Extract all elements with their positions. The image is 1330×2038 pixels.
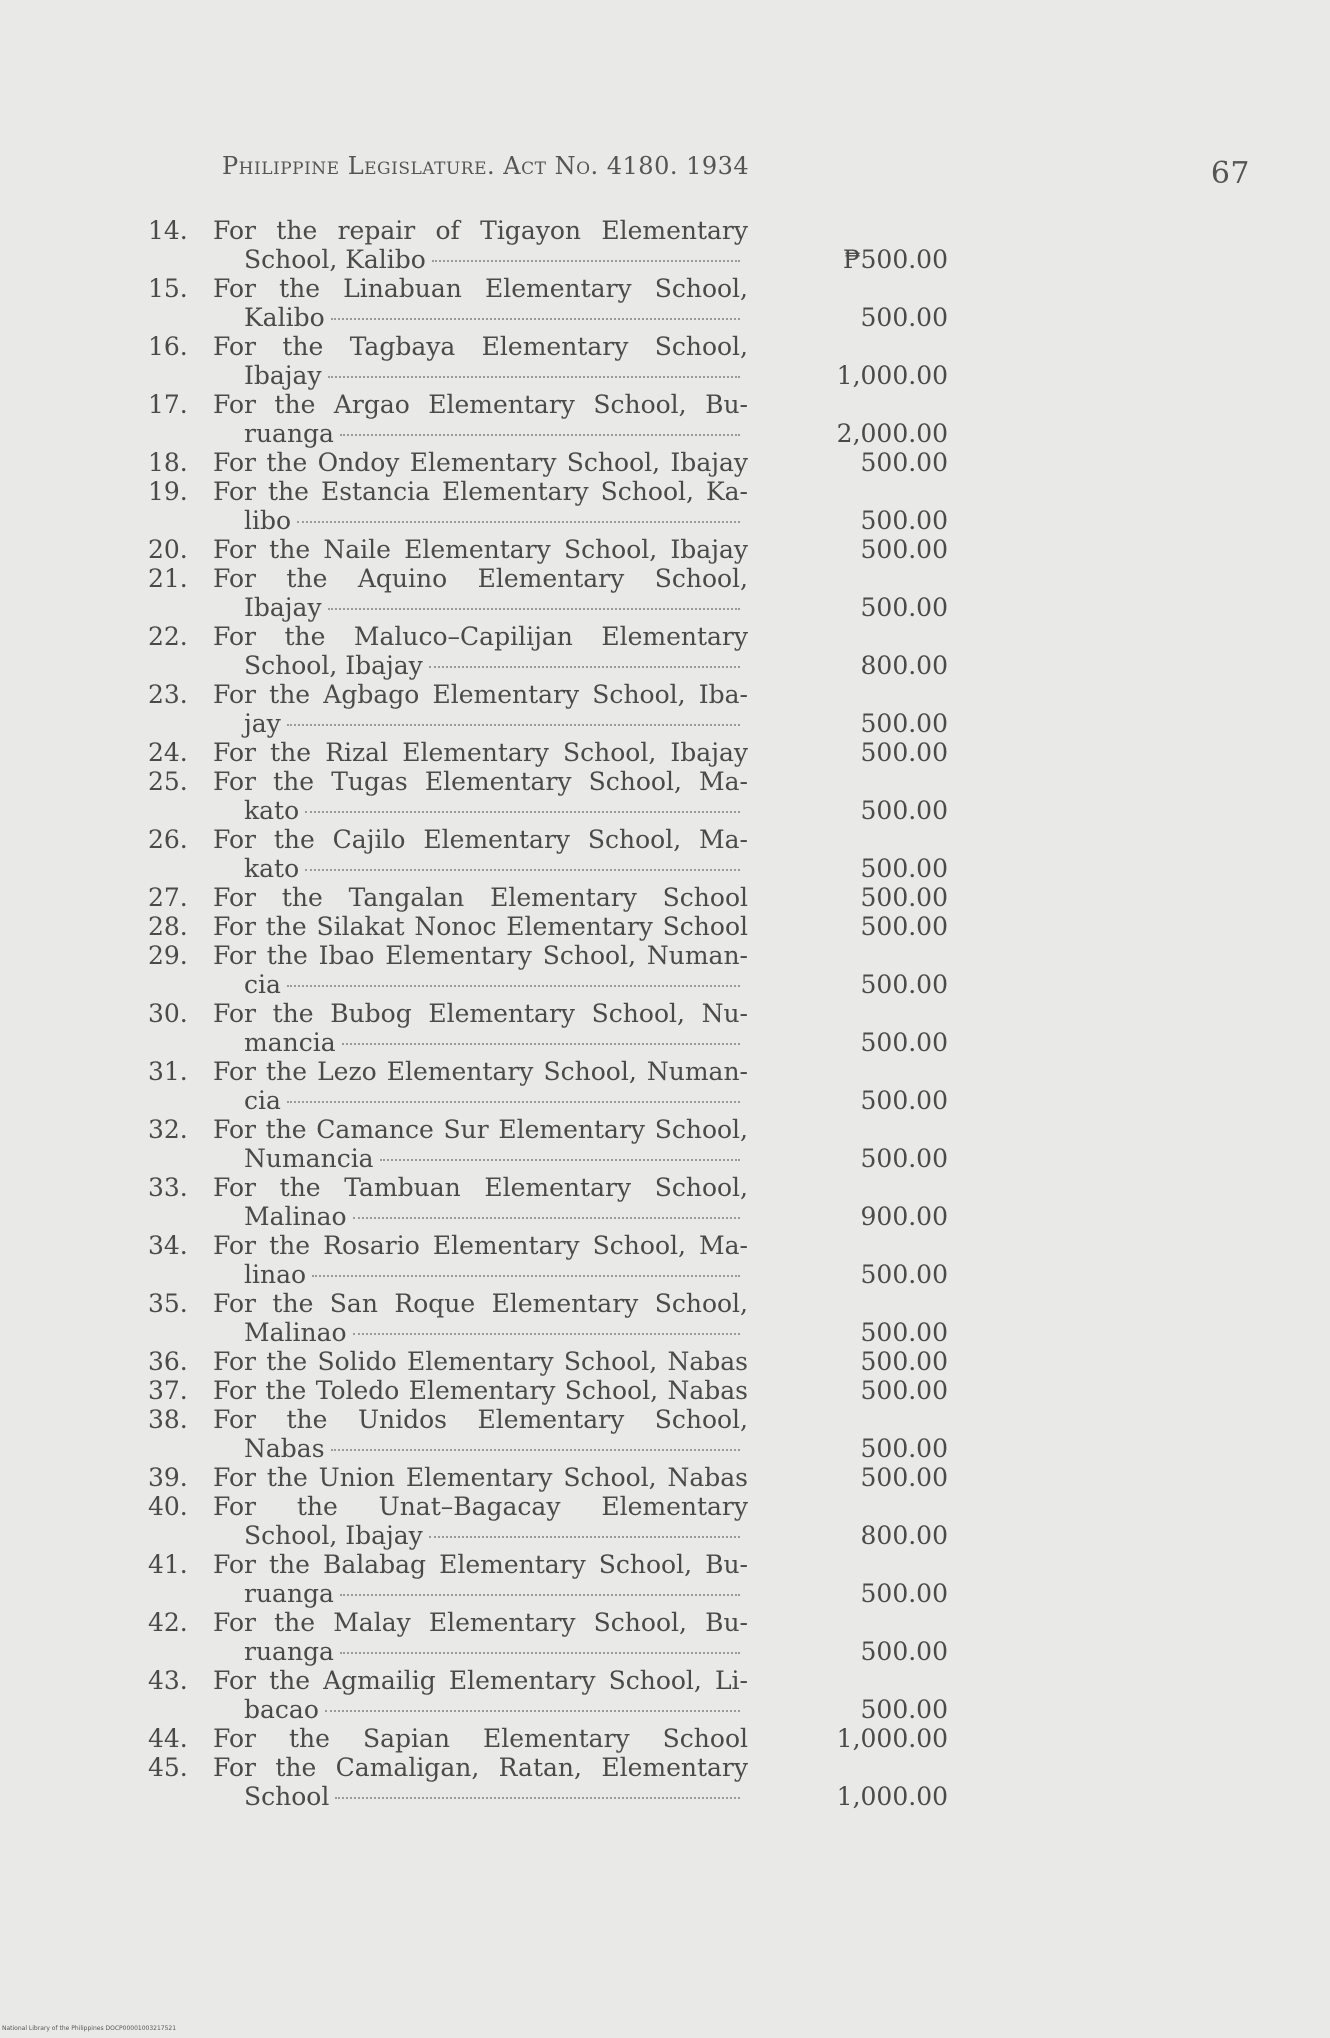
item-text: linao <box>244 1260 307 1289</box>
item-number: 20. <box>148 535 188 564</box>
item-number: 26. <box>148 825 188 854</box>
item-text: For the Camaligan, Ratan, Elementary <box>213 1753 748 1782</box>
item-text-line <box>148 535 748 564</box>
item-text-line <box>148 738 748 767</box>
item-number: 35. <box>148 1289 188 1318</box>
dot-leader <box>325 1710 740 1712</box>
item-text: For the Maluco–Capilijan Elementary <box>213 622 748 651</box>
list-item <box>148 680 948 738</box>
dot-leader <box>287 985 740 987</box>
item-number: 45. <box>148 1753 188 1782</box>
list-item <box>148 1666 948 1724</box>
item-text: cia <box>244 1086 281 1115</box>
item-amount: 500.00 <box>860 1463 948 1492</box>
item-text-line <box>148 1753 748 1782</box>
dot-leader <box>340 1652 740 1654</box>
item-number: 21. <box>148 564 188 593</box>
item-number: 28. <box>148 912 188 941</box>
item-text-line <box>148 1347 748 1376</box>
item-text-line <box>148 274 748 303</box>
dot-leader <box>353 1333 740 1335</box>
item-text: For the Tugas Elementary School, Ma- <box>213 767 748 796</box>
list-item <box>148 1492 948 1550</box>
dot-leader <box>328 376 740 378</box>
item-text-line <box>148 564 748 593</box>
item-amount: ₱500.00 <box>842 245 948 274</box>
list-item <box>148 1115 948 1173</box>
item-number: 31. <box>148 1057 188 1086</box>
item-text-line <box>148 390 748 419</box>
list-item <box>148 1057 948 1115</box>
list-item <box>148 1173 948 1231</box>
item-text: ruanga <box>244 1637 334 1666</box>
item-number: 15. <box>148 274 188 303</box>
item-text-line <box>148 1086 748 1115</box>
item-text-line <box>148 999 748 1028</box>
item-text-line <box>148 1260 748 1289</box>
item-text-line <box>148 593 748 622</box>
item-text: For the Linabuan Elementary School, <box>213 274 748 303</box>
item-text: For the Silakat Nonoc Elementary School <box>213 912 748 941</box>
item-amount: 500.00 <box>860 1144 948 1173</box>
dot-leader <box>353 1217 740 1219</box>
item-text: For the Tangalan Elementary School <box>213 883 748 912</box>
item-number: 43. <box>148 1666 188 1695</box>
item-text: School, Ibajay <box>244 1521 423 1550</box>
item-text-line <box>148 1057 748 1086</box>
dot-leader <box>380 1159 740 1161</box>
item-text: School, Kalibo <box>244 245 426 274</box>
list-item <box>148 1405 948 1463</box>
item-text-line <box>148 912 748 941</box>
item-text: For the Union Elementary School, Nabas <box>213 1463 748 1492</box>
item-text-line <box>148 1376 748 1405</box>
list-item <box>148 767 948 825</box>
item-number: 30. <box>148 999 188 1028</box>
item-text: For the Rosario Elementary School, Ma- <box>213 1231 748 1260</box>
list-item <box>148 1753 948 1811</box>
list-item <box>148 941 948 999</box>
item-amount: 500.00 <box>860 1260 948 1289</box>
item-text: Numancia <box>244 1144 374 1173</box>
item-text: ruanga <box>244 1579 334 1608</box>
running-title: Philippine Legislature. Act No. 4180. 1934 <box>222 152 750 180</box>
item-text: For the Balabag Elementary School, Bu- <box>213 1550 748 1579</box>
item-number: 36. <box>148 1347 188 1376</box>
item-text-line <box>148 245 748 274</box>
item-text-line <box>148 767 748 796</box>
list-item <box>148 738 948 767</box>
item-text-line <box>148 680 748 709</box>
dot-leader <box>297 521 740 523</box>
dot-leader <box>287 724 740 726</box>
item-amount: 500.00 <box>860 854 948 883</box>
item-amount: 500.00 <box>860 448 948 477</box>
list-item <box>148 883 948 912</box>
list-item <box>148 999 948 1057</box>
item-text: ruanga <box>244 419 334 448</box>
item-text-line <box>148 1202 748 1231</box>
item-number: 42. <box>148 1608 188 1637</box>
item-number: 17. <box>148 390 188 419</box>
item-amount: 500.00 <box>860 506 948 535</box>
item-text: Malinao <box>244 1318 347 1347</box>
item-number: 14. <box>148 216 188 245</box>
item-text: School <box>244 1782 330 1811</box>
list-item <box>148 1289 948 1347</box>
item-text: For the Unat–Bagacay Elementary <box>213 1492 748 1521</box>
dot-leader <box>429 1536 740 1538</box>
item-text-line <box>148 1782 748 1811</box>
appropriation-list <box>148 216 948 1811</box>
item-text: For the repair of Tigayon Elementary <box>213 216 748 245</box>
dot-leader <box>340 1594 740 1596</box>
list-item <box>148 1724 948 1753</box>
item-text-line <box>148 1579 748 1608</box>
item-amount: 500.00 <box>860 1637 948 1666</box>
item-amount: 500.00 <box>860 709 948 738</box>
dot-leader <box>335 1797 740 1799</box>
item-text: cia <box>244 970 281 999</box>
list-item <box>148 216 948 274</box>
item-text-line <box>148 796 748 825</box>
dot-leader <box>340 434 740 436</box>
item-text: For the Camance Sur Elementary School, <box>213 1115 748 1144</box>
item-number: 39. <box>148 1463 188 1492</box>
item-amount: 500.00 <box>860 1086 948 1115</box>
item-number: 40. <box>148 1492 188 1521</box>
dot-leader <box>429 666 740 668</box>
item-amount: 1,000.00 <box>836 1724 948 1753</box>
item-text-line <box>148 1231 748 1260</box>
list-item <box>148 1376 948 1405</box>
item-number: 18. <box>148 448 188 477</box>
item-text-line <box>148 1318 748 1347</box>
list-item <box>148 1231 948 1289</box>
item-amount: 500.00 <box>860 1318 948 1347</box>
item-text-line <box>148 1724 748 1753</box>
item-number: 22. <box>148 622 188 651</box>
list-item <box>148 1550 948 1608</box>
item-text: For the Estancia Elementary School, Ka- <box>213 477 748 506</box>
item-number: 16. <box>148 332 188 361</box>
item-number: 19. <box>148 477 188 506</box>
item-text: For the Toledo Elementary School, Nabas <box>213 1376 748 1405</box>
item-text: For the Aquino Elementary School, <box>213 564 748 593</box>
list-item <box>148 390 948 448</box>
item-text-line <box>148 1028 748 1057</box>
item-amount: 500.00 <box>860 1695 948 1724</box>
item-number: 27. <box>148 883 188 912</box>
item-text: kato <box>244 854 300 883</box>
item-text: For the Cajilo Elementary School, Ma- <box>213 825 748 854</box>
item-amount: 500.00 <box>860 1434 948 1463</box>
item-number: 32. <box>148 1115 188 1144</box>
item-number: 34. <box>148 1231 188 1260</box>
item-number: 44. <box>148 1724 188 1753</box>
item-text-line <box>148 1144 748 1173</box>
item-text-line <box>148 1666 748 1695</box>
scan-credit: National Library of the Philippines DOCP00001003217521 <box>2 2025 177 2032</box>
list-item <box>148 477 948 535</box>
list-item <box>148 825 948 883</box>
dot-leader <box>305 869 740 871</box>
list-item <box>148 535 948 564</box>
item-text-line <box>148 1550 748 1579</box>
dot-leader <box>432 260 740 262</box>
dot-leader <box>331 1449 740 1451</box>
item-amount: 500.00 <box>860 970 948 999</box>
item-text-line <box>148 1492 748 1521</box>
item-text-line <box>148 506 748 535</box>
item-text-line <box>148 303 748 332</box>
item-text: For the Unidos Elementary School, <box>213 1405 748 1434</box>
item-text-line <box>148 1695 748 1724</box>
item-text-line <box>148 1115 748 1144</box>
item-amount: 500.00 <box>860 1028 948 1057</box>
item-text-line <box>148 709 748 738</box>
item-number: 38. <box>148 1405 188 1434</box>
item-text: For the Lezo Elementary School, Numan- <box>213 1057 748 1086</box>
list-item <box>148 1463 948 1492</box>
item-text-line <box>148 216 748 245</box>
item-amount: 1,000.00 <box>836 361 948 390</box>
item-text-line <box>148 1173 748 1202</box>
item-text: Kalibo <box>244 303 325 332</box>
item-amount: 500.00 <box>860 796 948 825</box>
item-text: jay <box>244 709 281 738</box>
item-text: For the Tagbaya Elementary School, <box>213 332 748 361</box>
item-text: kato <box>244 796 300 825</box>
item-text: For the Tambuan Elementary School, <box>213 1173 748 1202</box>
item-text-line <box>148 448 748 477</box>
item-amount: 500.00 <box>860 1376 948 1405</box>
item-text-line <box>148 825 748 854</box>
item-text-line <box>148 1405 748 1434</box>
item-number: 33. <box>148 1173 188 1202</box>
item-amount: 800.00 <box>860 1521 948 1550</box>
item-text: For the Ondoy Elementary School, Ibajay <box>213 448 748 477</box>
page-number: 67 <box>1210 156 1250 191</box>
item-text: For the Malay Elementary School, Bu- <box>213 1608 748 1637</box>
item-number: 37. <box>148 1376 188 1405</box>
item-text: Malinao <box>244 1202 347 1231</box>
dot-leader <box>305 811 740 813</box>
item-text-line <box>148 1608 748 1637</box>
item-text-line <box>148 332 748 361</box>
item-text-line <box>148 1637 748 1666</box>
item-text: For the Bubog Elementary School, Nu- <box>213 999 748 1028</box>
item-text-line <box>148 651 748 680</box>
item-text-line <box>148 622 748 651</box>
item-number: 23. <box>148 680 188 709</box>
item-text: For the Ibao Elementary School, Numan- <box>213 941 748 970</box>
item-text-line <box>148 1521 748 1550</box>
item-amount: 500.00 <box>860 535 948 564</box>
item-amount: 1,000.00 <box>836 1782 948 1811</box>
item-amount: 500.00 <box>860 883 948 912</box>
item-amount: 500.00 <box>860 738 948 767</box>
list-item <box>148 1608 948 1666</box>
dot-leader <box>312 1275 740 1277</box>
item-number: 41. <box>148 1550 188 1579</box>
list-item <box>148 274 948 332</box>
item-text-line <box>148 1463 748 1492</box>
dot-leader <box>342 1043 740 1045</box>
item-number: 24. <box>148 738 188 767</box>
item-amount: 900.00 <box>860 1202 948 1231</box>
item-amount: 500.00 <box>860 1579 948 1608</box>
item-text: For the San Roque Elementary School, <box>213 1289 748 1318</box>
list-item <box>148 912 948 941</box>
item-amount: 500.00 <box>860 912 948 941</box>
item-number: 29. <box>148 941 188 970</box>
item-text: Ibajay <box>244 361 322 390</box>
item-text-line <box>148 854 748 883</box>
list-item <box>148 622 948 680</box>
list-item <box>148 448 948 477</box>
item-text: libo <box>244 506 292 535</box>
item-text: Nabas <box>244 1434 325 1463</box>
item-text-line <box>148 361 748 390</box>
item-text: For the Solido Elementary School, Nabas <box>213 1347 748 1376</box>
item-text-line <box>148 970 748 999</box>
item-amount: 500.00 <box>860 303 948 332</box>
item-text: For the Agmailig Elementary School, Li- <box>213 1666 748 1695</box>
item-text: mancia <box>244 1028 336 1057</box>
item-text: For the Argao Elementary School, Bu- <box>213 390 748 419</box>
item-text: For the Sapian Elementary School <box>213 1724 748 1753</box>
list-item <box>148 332 948 390</box>
item-text-line <box>148 419 748 448</box>
item-text: Ibajay <box>244 593 322 622</box>
item-amount: 500.00 <box>860 593 948 622</box>
item-text-line <box>148 941 748 970</box>
item-number: 25. <box>148 767 188 796</box>
item-amount: 800.00 <box>860 651 948 680</box>
item-amount: 2,000.00 <box>836 419 948 448</box>
dot-leader <box>331 318 740 320</box>
item-text: School, Ibajay <box>244 651 423 680</box>
dot-leader <box>287 1101 740 1103</box>
item-text-line <box>148 883 748 912</box>
item-text: For the Rizal Elementary School, Ibajay <box>213 738 748 767</box>
item-text: For the Agbago Elementary School, Iba- <box>213 680 748 709</box>
item-text-line <box>148 1434 748 1463</box>
list-item <box>148 1347 948 1376</box>
item-text: bacao <box>244 1695 319 1724</box>
dot-leader <box>328 608 740 610</box>
item-text-line <box>148 477 748 506</box>
item-amount: 500.00 <box>860 1347 948 1376</box>
list-item <box>148 564 948 622</box>
item-text: For the Naile Elementary School, Ibajay <box>213 535 748 564</box>
item-text-line <box>148 1289 748 1318</box>
